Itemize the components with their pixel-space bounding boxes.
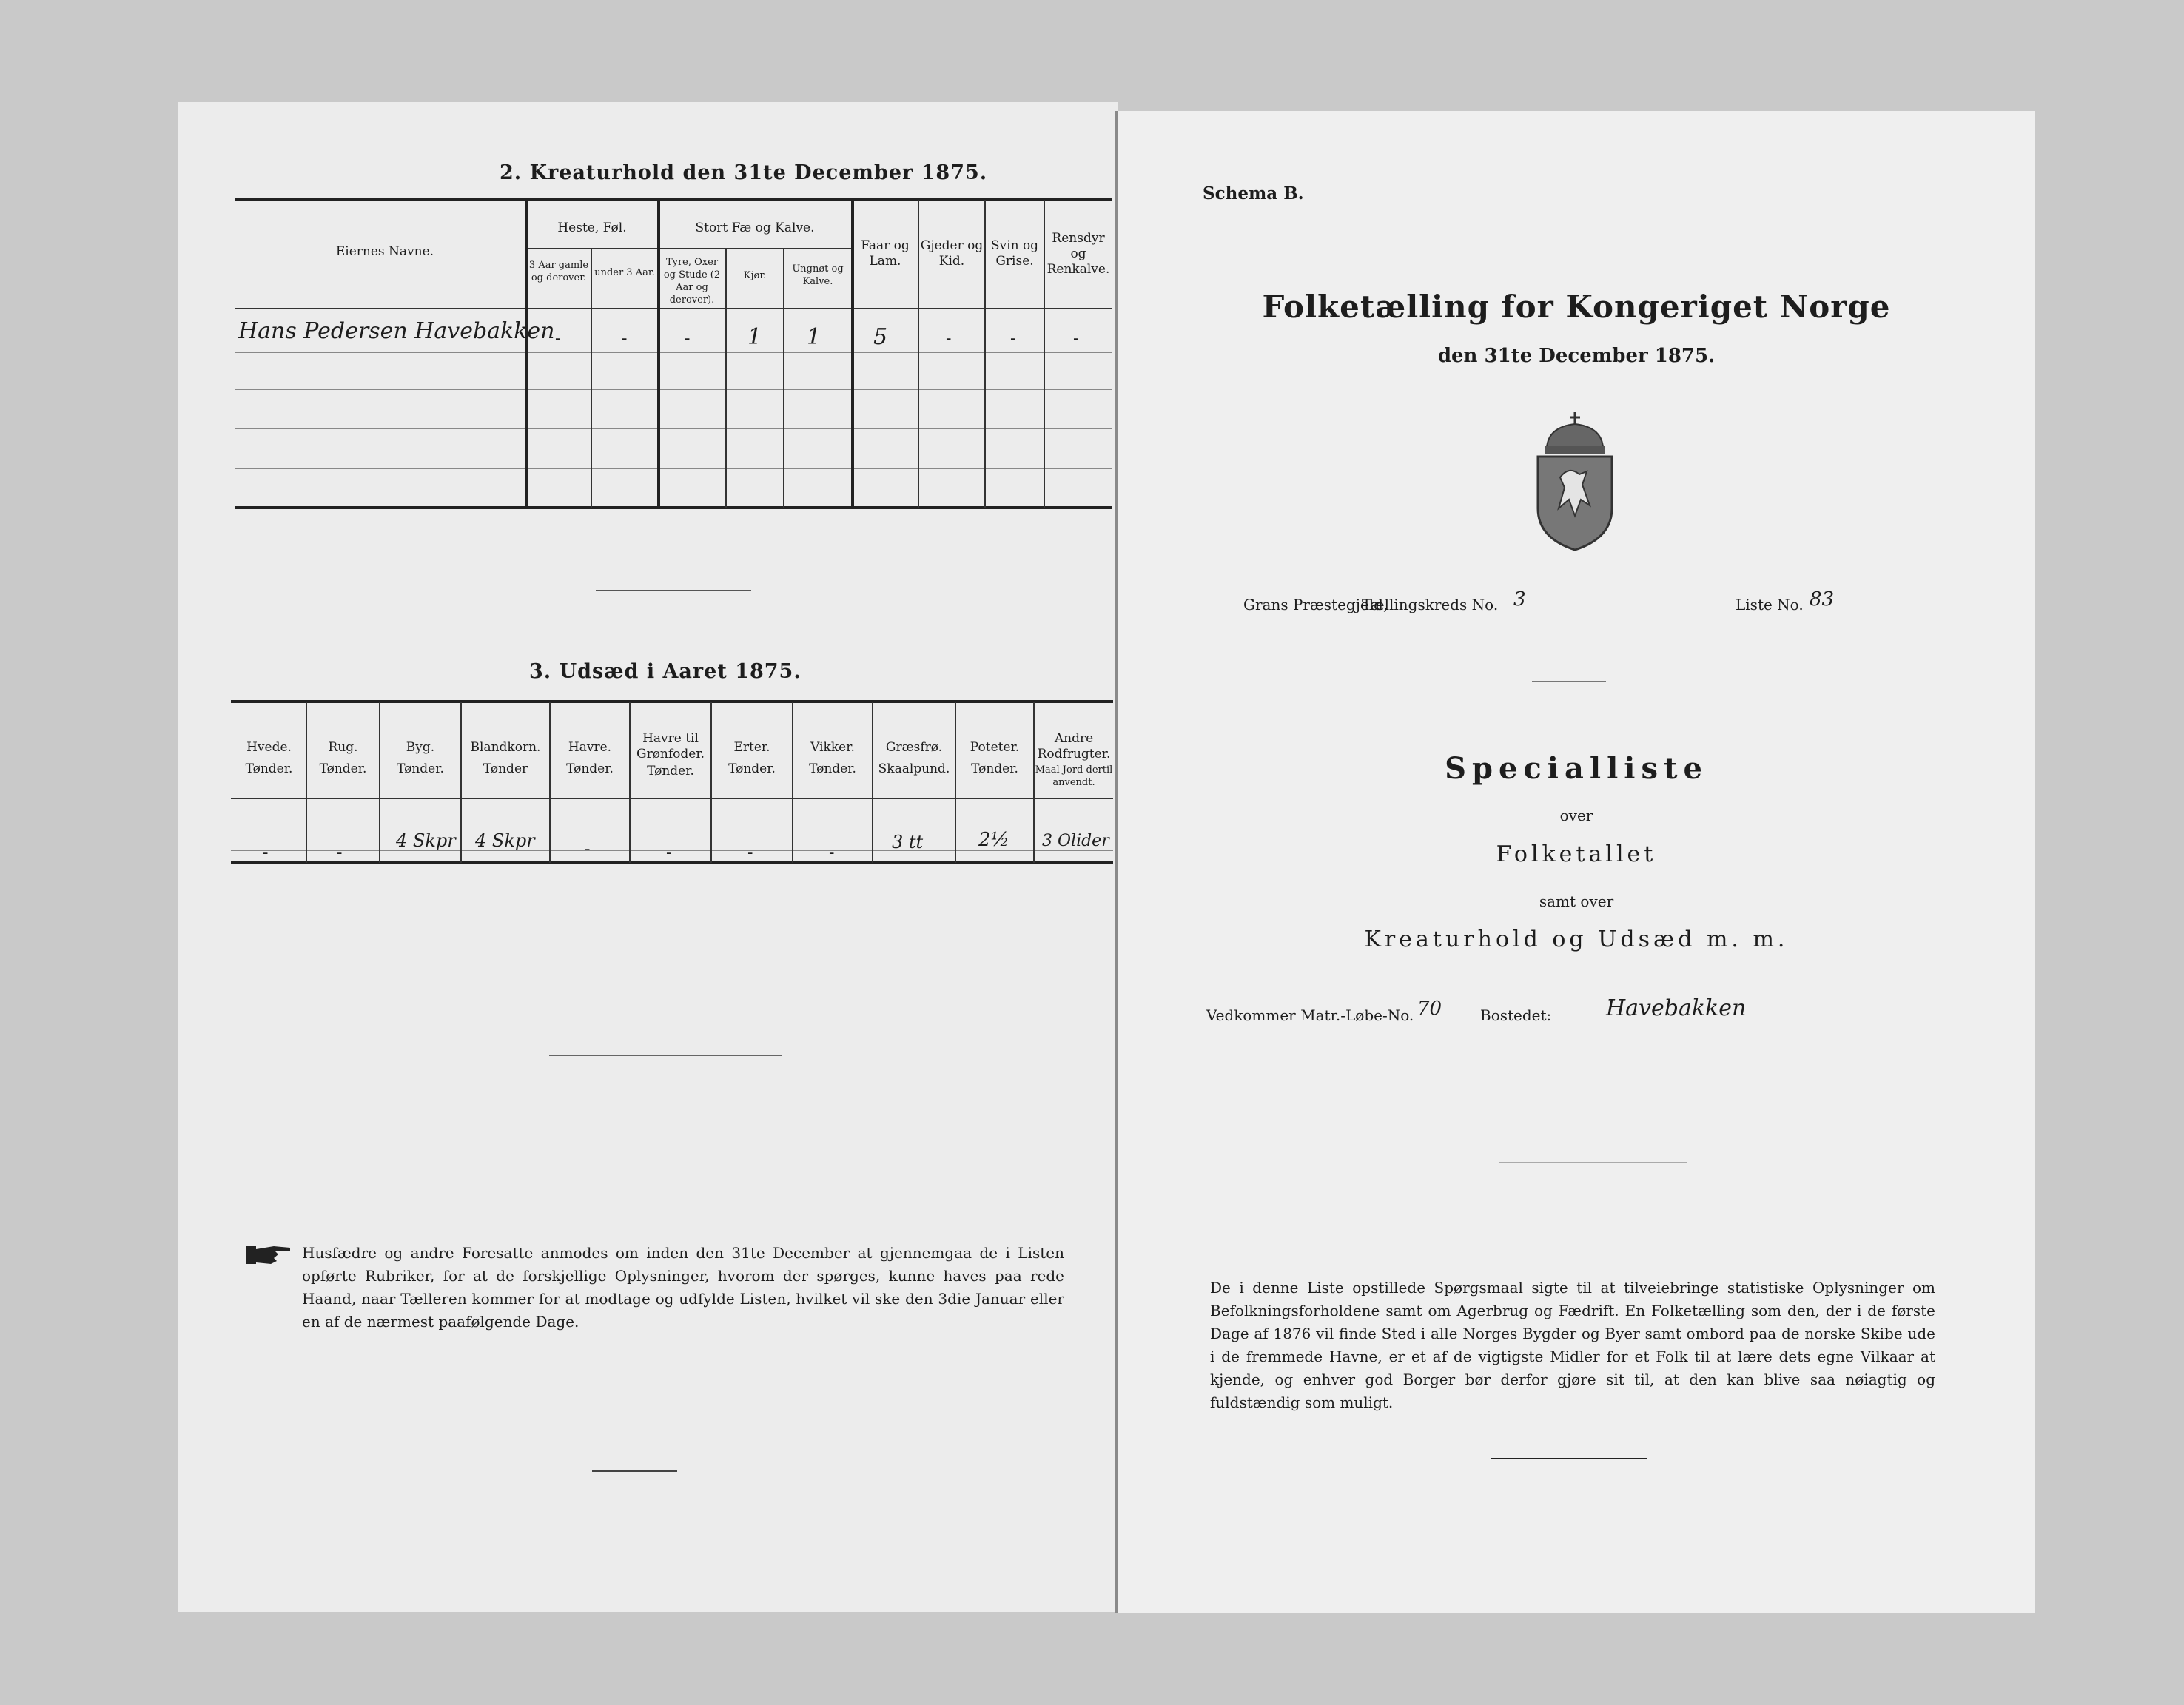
s3-cell-rye: - xyxy=(337,844,343,862)
s3-h-roots: Andre Rodfrugter. xyxy=(1037,731,1111,761)
s2-owner-name: Hans Pedersen Havebakken xyxy=(238,318,555,344)
s3-col-6 xyxy=(710,702,712,863)
s3-col-9 xyxy=(955,702,956,863)
s3-h-oats-green: Havre til Grønfoder. xyxy=(636,731,705,761)
s2-header-cows: Kjør. xyxy=(743,270,767,281)
s2-col-c2 xyxy=(725,249,727,508)
s3-u-mixed: Tønder xyxy=(483,761,528,776)
s3-cell-mixed: 4 Skpr xyxy=(475,830,535,851)
s2-cell-young: 1 xyxy=(807,324,821,350)
s2-cell-sheep: 5 xyxy=(873,324,888,350)
s2-col-owners xyxy=(525,200,528,508)
s3-col-7 xyxy=(792,702,793,863)
s2-header-cattle: Stort Fæ og Kalve. xyxy=(695,221,815,235)
s2-cell-horses-under3: - xyxy=(622,329,628,348)
s2-bottom-rule xyxy=(235,506,1112,509)
left-divider-2 xyxy=(549,1055,782,1056)
s3-h-vetch: Vikker. xyxy=(810,740,855,755)
s3-h-wheat: Hvede. xyxy=(246,740,292,755)
samt-over-text: samt over xyxy=(1539,892,1614,910)
matr-number: 70 xyxy=(1417,998,1442,1020)
notice-text: Husfædre og andre Foresatte anmodes om inden den 31te December at gjennemgaa de i Listen opførte Rubriker, for at de forskjellige Oplysninger, hvorom der spørges, kunne haves paa rede Haand, naar Tælleren kommer for at modtage og udfylde Listen, hvilket vil ske den 3die Januar eller en af de nærmest paafølgende Dage. xyxy=(302,1244,1064,1331)
s3-cell-peas: - xyxy=(747,844,753,862)
s3-cell-barley: 4 Skpr xyxy=(396,830,456,851)
s2-row-rule-4 xyxy=(235,468,1112,469)
specialliste-heading: Specialliste xyxy=(1445,751,1708,786)
s2-cell-pigs: - xyxy=(1010,329,1016,348)
s2-top-rule xyxy=(235,198,1112,201)
district-number: 3 xyxy=(1513,588,1526,611)
s3-u-grass: Skaalpund. xyxy=(878,761,950,776)
s3-u-vetch: Tønder. xyxy=(809,761,856,776)
left-divider xyxy=(596,590,751,591)
bosted-label: Bostedet: xyxy=(1480,1006,1552,1024)
s3-h-oats: Havre. xyxy=(568,740,612,755)
parish-label: Grans Præstegjeld, xyxy=(1243,596,1388,613)
census-date: den 31te December 1875. xyxy=(1437,345,1716,367)
s2-row-rule-2 xyxy=(235,389,1112,390)
right-divider-2 xyxy=(1499,1162,1687,1163)
section3-title: 3. Udsæd i Aaret 1875. xyxy=(529,660,802,683)
s3-u-wheat: Tønder. xyxy=(245,761,293,776)
s2-header-horses-under3: under 3 Aar. xyxy=(594,267,655,278)
s2-header-owners: Eiernes Navne. xyxy=(335,244,434,259)
coat-of-arms-icon xyxy=(1533,411,1616,551)
s2-col-cattle xyxy=(657,200,660,508)
s2-row-rule-1 xyxy=(235,352,1112,353)
right-bottom-rule xyxy=(1491,1458,1647,1459)
s2-row-rule-3 xyxy=(235,428,1112,429)
s3-u-peas: Tønder. xyxy=(728,761,776,776)
s3-col-8 xyxy=(872,702,873,863)
s3-u-oats: Tønder. xyxy=(566,761,614,776)
s3-h-peas: Erter. xyxy=(733,740,770,755)
footer-text: De i denne Liste opstillede Spørgsmaal sigte til at tilveiebringe statistiske Oplysninger om Befolkningsforholdene samt om Agerbrug og Fædrift. En Folketælling som den, der i de første Dage af 1876 vil finde Sted i alle Norges Bygder og Byer samt ombord paa de norske Skibe ude i de fremmede Havne, er et af de vigtigste Midler for et Folk til at lære dets egne Vilkaar at kjende, og enhver god Borger bør derfor gjøre sit til, at den kan blive saa nøiagtig og fuldstændig som muligt. xyxy=(1210,1279,1935,1411)
s2-cell-bulls: - xyxy=(685,329,691,348)
s3-col-3 xyxy=(460,702,462,863)
s2-header-young: Ungnøt og Kalve. xyxy=(792,263,844,287)
s3-u-potato: Tønder. xyxy=(971,761,1018,776)
s2-header-reindeer: Rensdyr og Renkalve. xyxy=(1046,231,1110,277)
s3-col-5 xyxy=(629,702,631,863)
s3-col-4 xyxy=(549,702,551,863)
s2-header-horses-3plus: 3 Aar gamle og derover. xyxy=(528,260,589,283)
pointing-hand-icon xyxy=(244,1242,293,1267)
folketallet-heading: Folketallet xyxy=(1496,841,1657,867)
s3-u-barley: Tønder. xyxy=(397,761,444,776)
right-divider-1 xyxy=(1532,681,1606,682)
schema-label: Schema B. xyxy=(1203,184,1304,204)
s3-cell-grass: 3 tt xyxy=(892,832,924,852)
s2-cell-cows: 1 xyxy=(747,324,762,350)
over-text: over xyxy=(1559,807,1593,824)
s3-u-oats-green: Tønder. xyxy=(647,764,694,778)
bosted-value: Havebakken xyxy=(1606,995,1747,1021)
section2-title: 2. Kreaturhold den 31te December 1875. xyxy=(500,161,988,184)
s3-col-1 xyxy=(306,702,307,863)
list-label: Liste No. xyxy=(1736,596,1804,613)
left-bottom-rule xyxy=(592,1470,677,1472)
s3-h-barley: Byg. xyxy=(406,740,435,755)
s3-bottom-rule xyxy=(231,861,1113,864)
s3-header-rule xyxy=(231,798,1113,799)
list-number: 83 xyxy=(1810,588,1835,611)
s3-top-rule xyxy=(231,700,1113,703)
s2-header-pigs: Svin og Grise. xyxy=(990,238,1039,269)
district-label: Tællingskreds No. xyxy=(1362,596,1499,613)
s2-cell-goats: - xyxy=(946,329,952,348)
s3-h-grass: Græsfrø. xyxy=(885,740,943,755)
s3-cell-potato: 2½ xyxy=(978,829,1009,851)
matr-label: Vedkommer Matr.-Løbe-No. xyxy=(1206,1006,1414,1024)
s3-cell-wheat: - xyxy=(263,844,269,862)
s2-cell-reindeer: - xyxy=(1073,329,1079,348)
s3-cell-oats: - xyxy=(585,840,591,858)
s2-header-goats: Gjeder og Kid. xyxy=(920,238,984,269)
s2-header-rule xyxy=(235,308,1112,309)
s3-cell-oats-green: - xyxy=(666,844,672,862)
s2-header-sheep: Faar og Lam. xyxy=(861,238,910,269)
s3-cell-roots: 3 Olider xyxy=(1042,832,1109,850)
s2-cell-horses-3plus: - xyxy=(555,329,561,348)
kreaturhold-heading: Kreaturhold og Udsæd m. m. xyxy=(1364,927,1789,952)
s3-u-roots: Maal Jord dertil anvendt. xyxy=(1035,764,1113,788)
s3-h-potato: Poteter. xyxy=(970,740,1020,755)
s3-h-rye: Rug. xyxy=(328,740,358,755)
s3-cell-vetch: - xyxy=(829,844,835,862)
s2-header-horses: Heste, Føl. xyxy=(557,221,627,235)
s2-subheader-rule xyxy=(525,248,851,249)
census-title: Folketælling for Kongeriget Norge xyxy=(1262,289,1891,325)
s2-col-h2 xyxy=(591,249,592,508)
s2-header-bulls: Tyre, Oxer og Stude (2 Aar og derover). xyxy=(663,257,721,306)
s2-col-c3 xyxy=(783,249,784,508)
s3-u-rye: Tønder. xyxy=(319,761,367,776)
s3-col-2 xyxy=(379,702,380,863)
s3-h-mixed: Blandkorn. xyxy=(470,740,541,755)
